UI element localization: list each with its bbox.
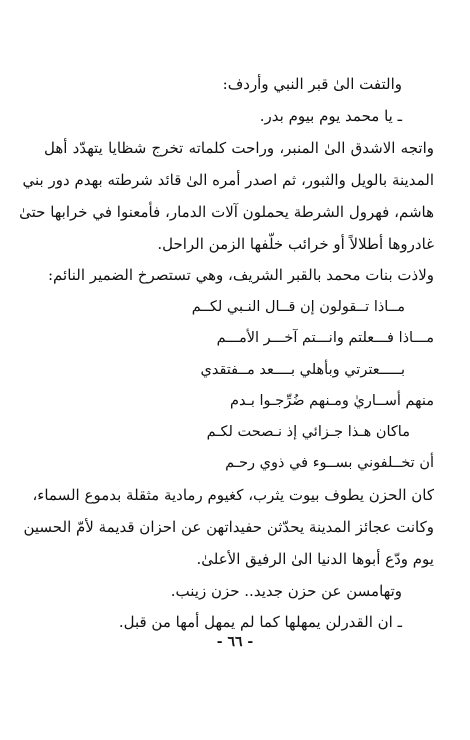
text-line: والتفت الىٰ قبر النبي وأردف: <box>222 75 402 93</box>
text-line: يوم ودّع أبوها الدنيا الىٰ الرفيق الأعلىٰ. <box>196 550 434 568</box>
poem-verse: مــاذا تــقولون إن قــال النـبي لكــم <box>191 299 405 315</box>
poem-verse: بـــــعترتي وبأهلي بــــعد مــفتقدي <box>200 362 405 378</box>
poem-verse: منهم أســاريٰ ومـنهم ضُرِّجـوا بـدم <box>230 393 434 409</box>
text-line: واتجه الاشدق الىٰ المنبر، وراحت كلماته تخرج شظايا يتهدّد أهل <box>44 139 434 157</box>
text-line: وتهامسن عن حزن جديد.. حزن زينب. <box>170 582 402 600</box>
poem-verse: ماكان هـذا جـزائي إذ نـصحت لكـم <box>206 424 410 440</box>
poem-verse: مـــاذا فـــعلتم وانـــتم آخـــر الأمـــم <box>216 330 434 346</box>
text-line: هاشم، فهرول الشرطة يحملون آلات الدمار، فأمعنوا في خرابها حتىٰ <box>19 203 434 221</box>
text-line: غادروها أطلالاً أو خرائب خلّفها الزمن الراحل. <box>157 235 434 253</box>
text-line: كان الحزن يطوف بيوت يثرب، كغيوم رمادية مثقلة بدموع السماء، <box>32 486 434 504</box>
text-line: ـ يا محمد يوم بيوم بدر. <box>259 107 402 125</box>
page-number: - ٦٦ - <box>216 634 254 650</box>
text-line: ولاذت بنات محمد بالقبر الشريف، وهي تستصرخ الضمير النائم: <box>47 266 434 284</box>
text-line: وكانت عجائز المدينة يحدّثن حفيداتهن عن احزان قديمة لأمّ الحسين <box>23 518 434 536</box>
text-line: المدينة بالويل والثبور، ثم اصدر أمره الىٰ قائد شرطته بهدم دور بني <box>22 171 434 189</box>
poem-verse: أن تخــلفوني بســوء في ذوي رحـم <box>225 455 434 471</box>
text-line: ـ ان القدرلن يمهلها كما لم يمهل أمها من قبل. <box>118 613 402 631</box>
